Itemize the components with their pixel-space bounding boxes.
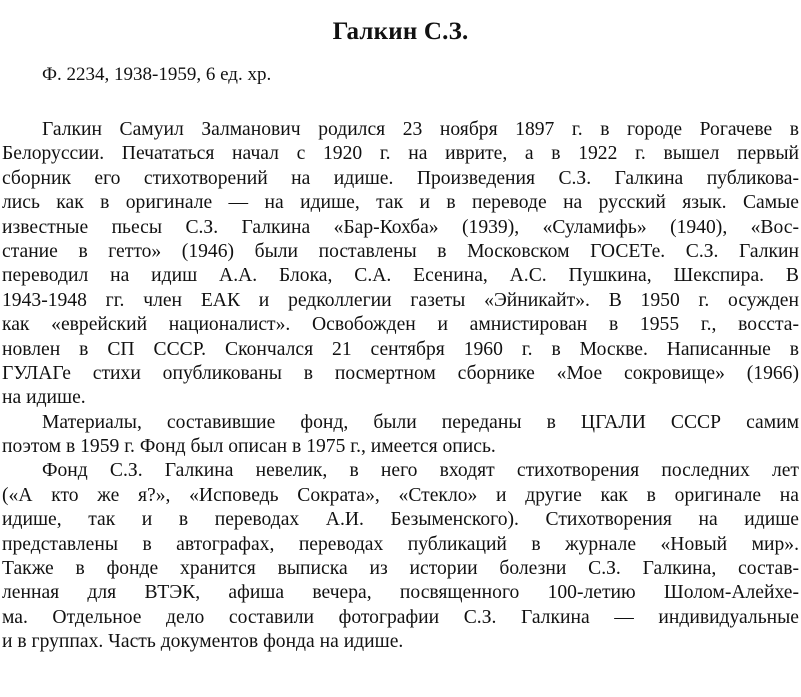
text-line: («А кто же я?», «Исповедь Сократа», «Стекло» и другие как в оригинале на xyxy=(2,484,799,506)
text-line: Также в фонде хранится выписка из истории болезни С.З. Галкина, состав- xyxy=(2,558,799,580)
text-line: Белоруссии. Печататься начал с 1920 г. на иврите, а в 1922 г. вышел первый xyxy=(2,143,799,165)
text-line: переводил на идиш А.А. Блока, С.А. Есенина, А.С. Пушкина, Шекспира. В xyxy=(2,265,799,287)
text-line: ленная для ВТЭК, афиша вечера, посвященного 100-летию Шолом-Алейхе- xyxy=(2,582,799,604)
page-title: Галкин С.З. xyxy=(332,18,469,45)
text-line: ГУЛАГе стихи опубликованы в посмертном сборнике «Мое сокровище» (1966) xyxy=(2,362,799,384)
paragraph-fond-contents xyxy=(2,459,799,654)
text-line: известные пьесы С.З. Галкина «Бар-Кохба» (1939), «Суламифь» (1940), «Вос- xyxy=(2,216,799,238)
paragraph-biography xyxy=(2,118,799,411)
text-line: на идише. xyxy=(2,387,86,409)
text-line: представлены в автографах, переводах публикаций в журнале «Новый мир». xyxy=(2,533,799,555)
text-line: 1943-1948 гг. член ЕАК и редколлегии газеты «Эйникайт». В 1950 г. осужден xyxy=(2,289,799,311)
paragraph-materials xyxy=(2,411,799,460)
text-line: Материалы, составившие фонд, были переданы в ЦГАЛИ СССР самим xyxy=(42,411,799,433)
text-line: поэтом в 1959 г. Фонд был описан в 1975 г., имеется опись. xyxy=(2,436,496,458)
text-line: лись как в оригинале — на идише, так и в переводе на русский язык. Самые xyxy=(2,192,799,214)
text-line: идише, так и в переводах А.И. Безыменского). Стихотворения на идише xyxy=(2,509,799,531)
text-line: и в группах. Часть документов фонда на идише. xyxy=(2,631,404,653)
text-line: как «еврейский националист». Освобожден и амнистирован в 1955 г., восста- xyxy=(2,314,799,336)
archive-reference: Ф. 2234, 1938-1959, 6 ед. хр. xyxy=(42,64,272,85)
text-line: Фонд С.З. Галкина невелик, в него входят стихотворения последних лет xyxy=(42,460,799,482)
text-line: ма. Отдельное дело составили фотографии С.З. Галкина — индивидуальные xyxy=(2,606,799,628)
body-text xyxy=(2,118,799,655)
text-line: Галкин Самуил Залманович родился 23 ноября 1897 г. в городе Рогачеве в xyxy=(42,119,799,140)
text-line: сборник его стихотворений на идише. Произведения С.З. Галкина публикова- xyxy=(2,167,799,189)
text-line: новлен в СП СССР. Скончался 21 сентября 1960 г. в Москве. Написанные в xyxy=(2,338,799,360)
text-line: стание в гетто» (1946) были поставлены в Московском ГОСЕТе. С.З. Галкин xyxy=(2,240,799,262)
